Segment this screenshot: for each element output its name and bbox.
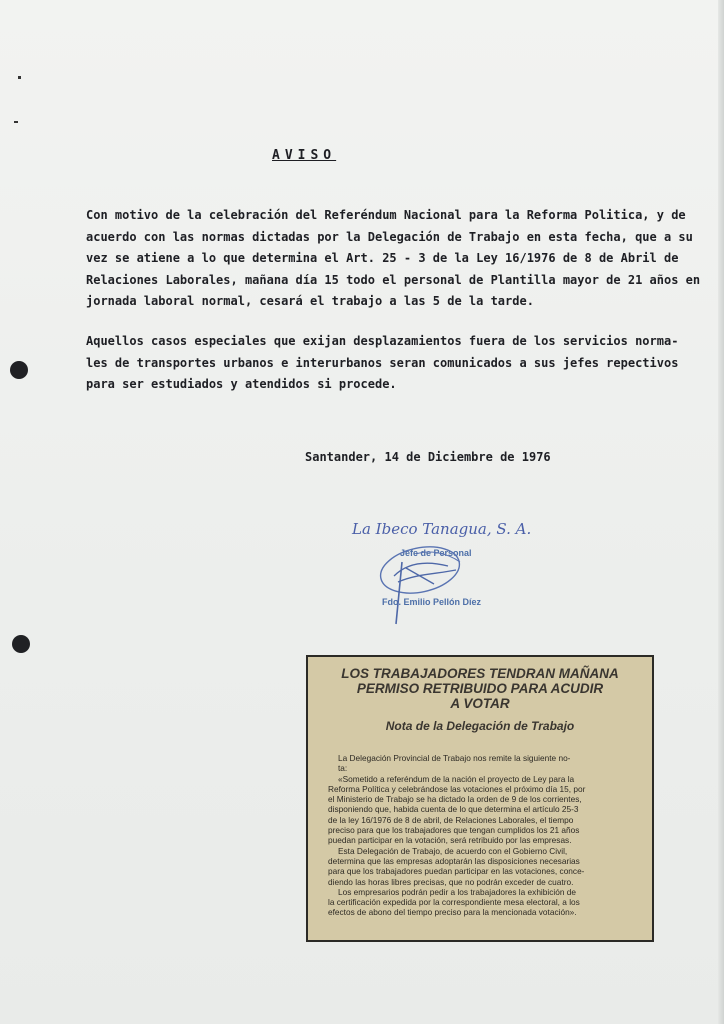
text-line: para ser estudiados y atendidos si procede. — [86, 377, 397, 391]
paper-speck — [18, 76, 21, 79]
clipping-line: disponiendo que, habida cuenta de lo que determina el artículo 25-3 — [328, 804, 579, 815]
paper-speck — [14, 121, 18, 123]
text-line: les de transportes urbanos e interurbanos seran comunicados a sus jefes repectivos — [86, 355, 679, 370]
place-date: Santander, 14 de Diciembre de 1976 — [305, 450, 551, 464]
clipping-body — [328, 753, 640, 918]
page-edge — [718, 0, 724, 1024]
clipping-line: ta: — [338, 763, 348, 774]
signature-company: La Ibeco Tanagua, S. A. — [352, 520, 532, 538]
text-line: Aquellos casos especiales que exijan desplazamientos fuera de los servicios norma- — [86, 334, 679, 348]
notice-title: AVISO — [272, 148, 337, 163]
clipping-line: puedan participar en la votación, será retribuido por las empresas. — [328, 835, 572, 846]
newspaper-clipping — [306, 655, 654, 942]
clipping-line: Reforma Política y celebrándose las votaciones el próximo día 15, por — [328, 783, 586, 794]
punch-hole — [10, 361, 28, 379]
notice-paragraph-2 — [86, 331, 678, 396]
clipping-line: efectos de abono del tiempo preciso para la mencionada votación». — [328, 907, 577, 918]
notice-paragraph-1 — [86, 205, 701, 313]
signature-name: Fdo. Emilio Pellón Díez — [382, 597, 482, 607]
text-line: Con motivo de la celebración del Referéndum Nacional para la Reforma Politica, y de — [86, 208, 686, 222]
text-line: vez se atiene a lo que determina el Art. 25 - 3 de la Ley 16/1976 de 8 de Abril de — [86, 251, 679, 265]
punch-hole — [12, 635, 30, 653]
clipping-line: La Delegación Provincial de Trabajo nos remite la siguiente no- — [338, 753, 571, 763]
headline-line: A VOTAR — [450, 696, 510, 711]
clipping-headline — [308, 666, 652, 711]
clipping-line: el Ministerio de Trabajo se ha dictado la orden de 9 de los corrientes, — [328, 794, 582, 805]
clipping-line: Los empresarios podrán pedir a los trabajadores la exhibición de — [338, 886, 576, 897]
clipping-line: Esta Delegación de Trabajo, de acuerdo con el Gobierno Civil, — [338, 845, 568, 856]
headline-line: PERMISO RETRIBUIDO PARA ACUDIR — [356, 681, 604, 696]
clipping-line: determina que las empresas adoptarán las disposiciones necesarias — [328, 855, 580, 866]
text-line: acuerdo con las normas dictadas por la Delegación de Trabajo en esta fecha, que a su — [86, 229, 693, 244]
clipping-line: para que los trabajadores puedan participar en las votaciones, conce- — [328, 866, 585, 877]
headline-line: LOS TRABAJADORES TENDRAN MAÑANA — [341, 666, 619, 681]
signature-role: Jefe de Personal — [400, 548, 472, 558]
clipping-subhead: Nota de la Delegación de Trabajo — [385, 719, 575, 733]
handwritten-signature-mark — [376, 540, 486, 630]
clipping-line: diendo las horas libres precisas, que no podrán exceder de cuatro. — [328, 876, 574, 887]
clipping-line: «Sometido a referéndum de la nación el proyecto de Ley para la — [338, 773, 575, 784]
clipping-line: la certificación expedida por la correspondiente mesa electoral, a los — [328, 897, 580, 908]
clipping-line: preciso para que los trabajadores que tengan cumplidos los 21 años — [328, 825, 580, 836]
text-line: Relaciones Laborales, mañana día 15 todo el personal de Plantilla mayor de 21 años en — [86, 272, 701, 287]
text-line: jornada laboral normal, cesará el trabajo a las 5 de la tarde. — [86, 294, 534, 308]
clipping-line: de la ley 16/1976 de 8 de abril, de Relaciones Laborales, el tiempo — [328, 814, 574, 825]
